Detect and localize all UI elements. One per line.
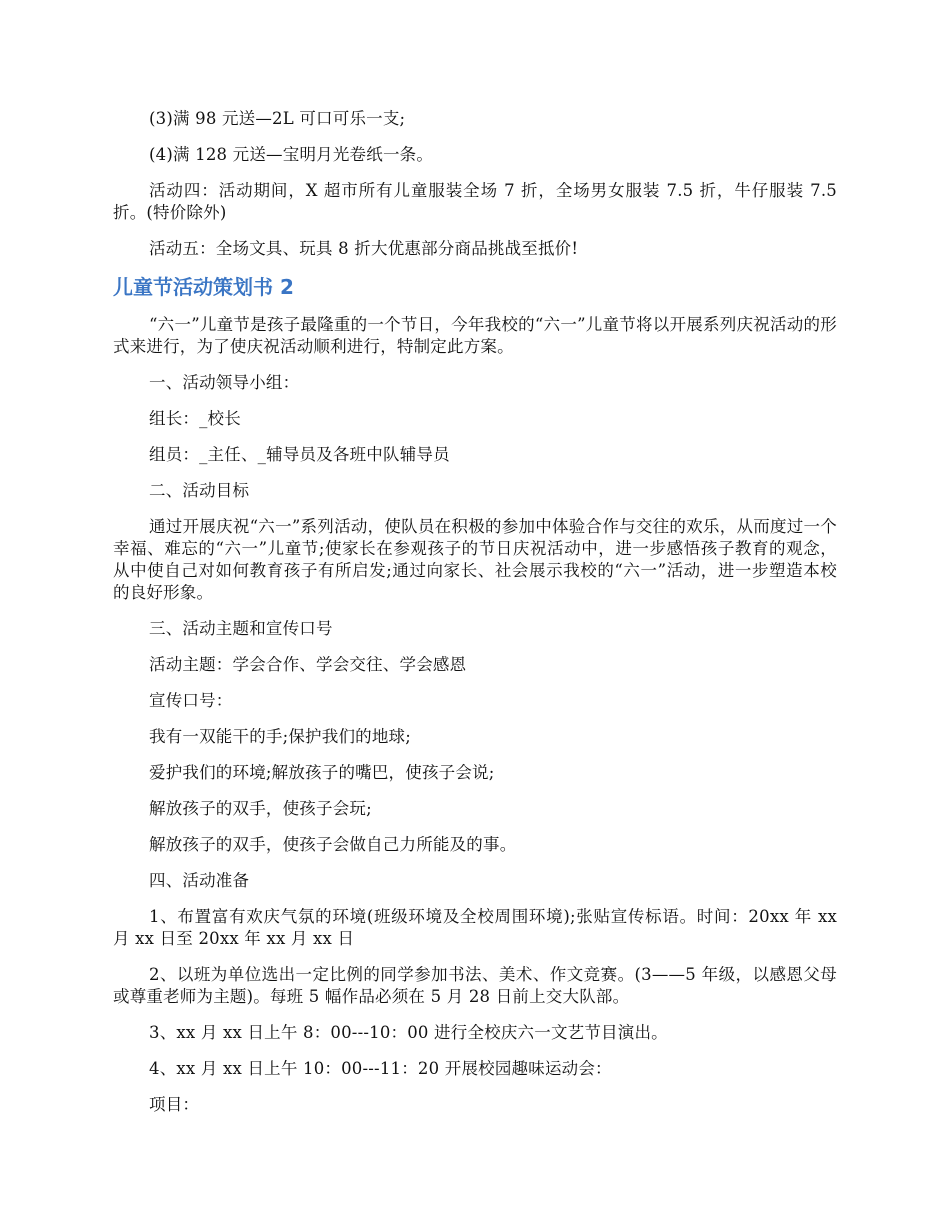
paragraph-prep-3: 3、xx 月 xx 日上午 8：00---10：00 进行全校庆六一文艺节目演出。 <box>149 1023 668 1042</box>
document-page <box>113 108 837 1130</box>
paragraph-leader: 组长：_校长 <box>149 409 241 428</box>
paragraph-members: 组员：_主任、_辅导员及各班中队辅导员 <box>149 445 450 464</box>
paragraph-leadership-title: 一、活动领导小组： <box>149 373 300 392</box>
section-heading: 儿童节活动策划书 2 <box>113 275 294 299</box>
paragraph-prep-2: 2、以班为单位选出一定比例的同学参加书法、美术、作文竞赛。(3——5 年级，以感恩父母或尊重老师为主题)。每班 5 幅作品必须在 5 月 28 日前上交大队部。 <box>113 965 837 1006</box>
paragraph-slogan-4: 解放孩子的双手，使孩子会做自己力所能及的事。 <box>149 835 517 854</box>
paragraph-items: 项目： <box>149 1095 200 1114</box>
paragraph-activity-4: 活动四：活动期间，X 超市所有儿童服装全场 7 折，全场男女服装 7.5 折，牛仔服装 7.5 折。(特价除外) <box>113 181 837 222</box>
paragraph-slogan-1: 我有一双能干的手;保护我们的地球; <box>149 727 412 746</box>
paragraph-slogan-2: 爱护我们的环境;解放孩子的嘴巴，使孩子会说; <box>149 763 495 782</box>
paragraph-prep-1: 1、布置富有欢庆气氛的环境(班级环境及全校周围环境);张贴宣传标语。时间：20xx 年 xx 月 xx 日至 20xx 年 xx 月 xx 日 <box>113 907 837 948</box>
paragraph-slogan-3: 解放孩子的双手，使孩子会玩; <box>149 799 372 818</box>
paragraph-slogan-title: 宣传口号： <box>149 691 233 710</box>
paragraph-prep-title: 四、活动准备 <box>149 871 250 890</box>
paragraph-intro: “六一”儿童节是孩子最隆重的一个节日，今年我校的“六一”儿童节将以开展系列庆祝活动的形式来进行，为了使庆祝活动顺利进行，特制定此方案。 <box>113 315 837 356</box>
paragraph-theme: 活动主题：学会合作、学会交往、学会感恩 <box>149 655 467 674</box>
paragraph-prep-4: 4、xx 月 xx 日上午 10：00---11：20 开展校园趣味运动会： <box>149 1059 612 1078</box>
paragraph-goal-title: 二、活动目标 <box>149 481 250 500</box>
paragraph-goal-body: 通过开展庆祝“六一”系列活动，使队员在积极的参加中体验合作与交往的欢乐，从而度过一个幸福、难忘的“六一”儿童节;使家长在参观孩子的节日庆祝活动中，进一步感悟孩子教育的观念，从中使自己对如何教育孩子有所启发;通过向家长、社会展示我校的“六一”活动，进一步塑造本校的良好形象。 <box>113 517 837 602</box>
paragraph-activity-5: 活动五：全场文具、玩具 8 折大优惠部分商品挑战至抵价! <box>149 239 579 258</box>
paragraph-gift-98: (3)满 98 元送—2L 可口可乐一支; <box>149 109 406 128</box>
paragraph-theme-title: 三、活动主题和宣传口号 <box>149 619 333 638</box>
paragraph-gift-128: (4)满 128 元送—宝明月光卷纸一条。 <box>149 145 434 164</box>
